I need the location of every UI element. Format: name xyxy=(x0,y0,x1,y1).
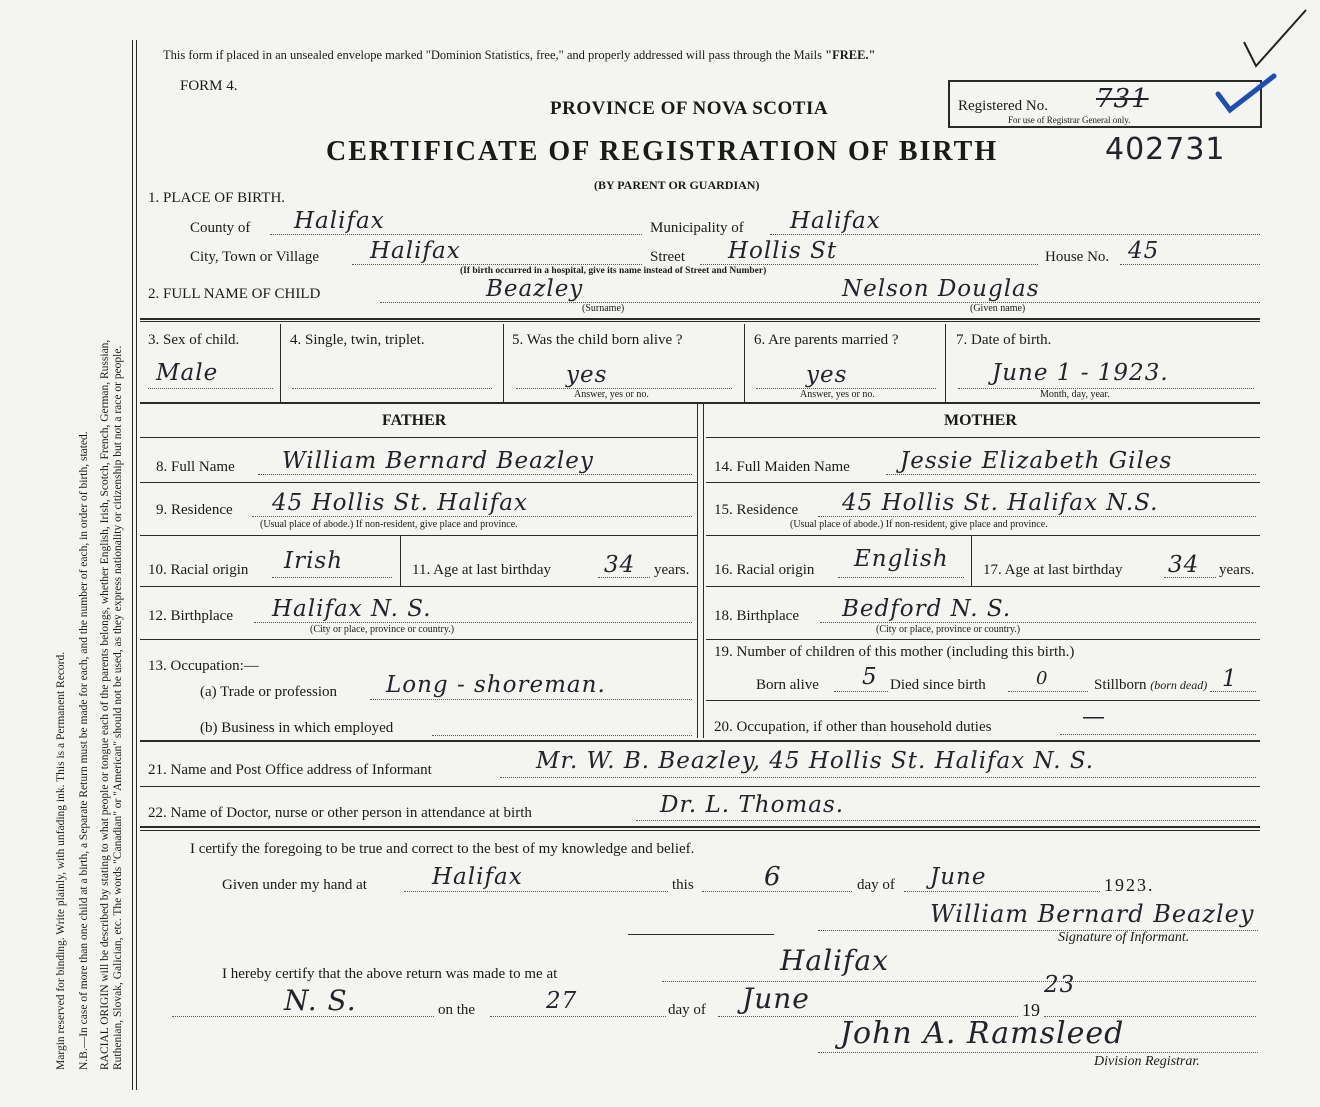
municipality-value: Halifax xyxy=(790,208,881,234)
province-heading: PROVINCE OF NOVA SCOTIA xyxy=(550,98,829,119)
father-birthplace-note: (City or place, province or country.) xyxy=(310,624,455,635)
informant-label: 21. Name and Post Office address of Informant xyxy=(148,762,432,778)
street-label: Street xyxy=(650,249,685,265)
mother-racial-origin-value: English xyxy=(854,546,949,572)
divider xyxy=(945,324,946,402)
father-age-value: 34 xyxy=(604,552,636,578)
street-value: Hollis St xyxy=(728,238,838,264)
parents-married-note: Answer, yes or no. xyxy=(800,389,875,400)
month-value: June xyxy=(930,864,987,890)
day-of-line xyxy=(904,891,1100,892)
stillborn-label xyxy=(1094,677,1207,694)
multiple-birth-line xyxy=(292,388,492,389)
mother-racial-origin-line xyxy=(838,577,964,578)
born-alive-count-label: Born alive xyxy=(756,677,819,693)
mother-residence-value: 45 Hollis St. Halifax N.S. xyxy=(842,490,1159,516)
father-birthplace-value: Halifax N. S. xyxy=(272,596,432,622)
margin-multiple-births-note: N.B.—In case of more than one child at a birth, a Separate Return must be made for each, and the number of each, in order of birth, stated. xyxy=(78,431,90,1070)
mother-birthplace-label: 18. Birthplace xyxy=(714,608,799,624)
divider xyxy=(280,324,281,402)
registrar-place-value: Halifax xyxy=(780,944,889,977)
signature-label: Signature of Informant. xyxy=(1058,930,1190,945)
father-heading: FATHER xyxy=(382,412,447,429)
on-the-value: 27 xyxy=(546,988,578,1014)
rule xyxy=(140,639,697,640)
mother-age-label: 17. Age at last birthday xyxy=(983,562,1123,578)
registered-label: Registered No. xyxy=(958,98,1048,114)
certify-statement: I certify the foregoing to be true and correct to the best of my knowledge and belief. xyxy=(190,841,695,857)
year-prefix: 19 xyxy=(1022,1000,1040,1020)
pencil-check-mark-icon xyxy=(1240,6,1310,76)
given-name-note: (Given name) xyxy=(970,303,1026,314)
this-value: 6 xyxy=(764,862,782,892)
on-the-label: on the xyxy=(438,1002,476,1018)
mother-birthplace-value: Bedford N. S. xyxy=(842,596,1012,622)
parents-married-label: 6. Are parents married ? xyxy=(754,332,899,348)
born-alive-count-line xyxy=(834,691,888,692)
father-age-unit: years. xyxy=(654,562,690,578)
registrar-signature-line xyxy=(818,1052,1258,1053)
registrar-label: Division Registrar. xyxy=(1094,1054,1200,1069)
on-the-line xyxy=(490,1016,666,1017)
father-trade-value: Long - shoreman. xyxy=(386,672,606,698)
sex-line xyxy=(148,388,273,389)
rule xyxy=(140,437,697,438)
child-name-line xyxy=(380,302,1260,303)
rule xyxy=(140,830,1260,831)
city-line xyxy=(352,264,642,265)
father-trade-label: (a) Trade or profession xyxy=(200,684,338,700)
house-number-label: House No. xyxy=(1045,249,1110,265)
rule xyxy=(140,318,1260,320)
child-surname-value: Beazley xyxy=(486,276,584,302)
date-of-birth-value: June 1 - 1923. xyxy=(992,360,1169,386)
born-alive-note: Answer, yes or no. xyxy=(574,389,649,400)
day-of-label-2: day of xyxy=(668,1002,706,1018)
sex-label: 3. Sex of child. xyxy=(148,332,240,348)
surname-note: (Surname) xyxy=(582,303,625,314)
registered-note: For use of Registrar General only. xyxy=(1008,115,1131,125)
stillborn-text: Stillborn xyxy=(1094,677,1147,693)
born-alive-label: 5. Was the child born alive ? xyxy=(512,332,683,348)
year-value: 1923. xyxy=(1104,875,1155,895)
registrar-signature: John A. Ramsleed xyxy=(840,1016,1125,1051)
form-number: FORM 4. xyxy=(180,78,238,94)
rule xyxy=(140,535,697,536)
stillborn-value: 1 xyxy=(1222,666,1238,692)
rule xyxy=(140,740,1260,742)
house-number-value: 45 xyxy=(1128,238,1160,264)
mail-note: This form if placed in an unsealed envelope marked "Dominion Statistics, free," and properly addressed will pass through the Mails "FREE." xyxy=(163,48,876,62)
father-age-label: 11. Age at last birthday xyxy=(412,562,551,578)
registered-value: 731 xyxy=(1096,84,1149,114)
rule xyxy=(140,586,697,587)
stillborn-note: (born dead) xyxy=(1150,678,1208,692)
born-alive-count-value: 5 xyxy=(862,664,878,690)
mother-birthplace-note: (City or place, province or country.) xyxy=(876,624,1021,635)
municipality-label: Municipality of xyxy=(650,220,744,236)
margin-racial-origin-note: RACIAL ORIGIN will be described by stating to what people or tongue each of the parents belongs, whether English, Irish, Scotch, French, German, Russian, xyxy=(99,339,111,1070)
informant-value: Mr. W. B. Beazley, 45 Hollis St. Halifax N. S. xyxy=(536,748,1095,774)
parents-divider-2 xyxy=(703,404,704,738)
mother-birthplace-line xyxy=(820,622,1256,623)
mother-age-unit: years. xyxy=(1219,562,1255,578)
city-value: Halifax xyxy=(370,238,461,264)
certificate-number: 402731 xyxy=(1105,132,1226,167)
street-line xyxy=(700,264,1038,265)
rule xyxy=(140,826,1260,828)
given-at-value: Halifax xyxy=(432,864,523,890)
informant-line xyxy=(500,777,1256,778)
mother-heading: MOTHER xyxy=(944,412,1017,429)
year-value-2: 23 xyxy=(1044,972,1076,998)
rule xyxy=(706,639,1260,640)
child-given-name-value: Nelson Douglas xyxy=(842,276,1040,302)
rule xyxy=(140,402,1260,404)
father-trade-line xyxy=(370,699,692,700)
died-since-birth-value: 0 xyxy=(1036,668,1049,689)
rule xyxy=(140,786,1260,787)
father-residence-label: 9. Residence xyxy=(156,502,233,518)
given-at-line xyxy=(404,891,668,892)
father-business-line xyxy=(432,735,692,736)
parents-divider xyxy=(697,404,698,738)
born-alive-value: yes xyxy=(566,362,608,388)
informant-signature: William Bernard Beazley xyxy=(930,900,1255,928)
died-since-birth-line xyxy=(1008,691,1088,692)
father-residence-line xyxy=(252,516,692,517)
registrar-province-value: N. S. xyxy=(284,984,357,1017)
doctor-label: 22. Name of Doctor, nurse or other person in attendance at birth xyxy=(148,805,532,821)
mother-name-label: 14. Full Maiden Name xyxy=(714,459,850,475)
county-line xyxy=(270,234,642,235)
died-since-birth-label: Died since birth xyxy=(890,677,986,693)
margin-rule-2 xyxy=(136,40,137,1090)
father-business-label: (b) Business in which employed xyxy=(200,720,394,736)
father-racial-origin-line xyxy=(272,577,392,578)
father-birthplace-line xyxy=(254,622,692,623)
mother-occupation-label: 20. Occupation, if other than household duties xyxy=(714,719,992,735)
divider xyxy=(400,536,401,586)
given-at-label: Given under my hand at xyxy=(222,877,367,893)
father-residence-note: (Usual place of abode.) If non-resident, give place and province. xyxy=(260,519,518,530)
mother-name-value: Jessie Elizabeth Giles xyxy=(900,448,1173,474)
rule xyxy=(706,437,1260,438)
doctor-line xyxy=(636,820,1256,821)
sex-value: Male xyxy=(156,360,219,386)
mother-occupation-line xyxy=(1060,734,1256,735)
county-value: Halifax xyxy=(294,208,385,234)
divider xyxy=(744,324,745,402)
margin-binding-note: Margin reserved for binding. Write plainly, with unfading ink. This is a Permanent Record. xyxy=(55,651,67,1070)
father-name-line xyxy=(258,474,692,475)
margin-rule xyxy=(132,40,133,1090)
short-rule xyxy=(628,934,774,935)
mother-occupation-value: — xyxy=(1082,704,1106,730)
divider xyxy=(503,324,504,402)
place-of-birth-heading: 1. PLACE OF BIRTH. xyxy=(148,190,286,206)
rule xyxy=(706,700,1260,701)
house-number-line xyxy=(1120,264,1260,265)
child-name-label: 2. FULL NAME OF CHILD xyxy=(148,286,321,302)
check-mark-icon xyxy=(1212,70,1282,120)
day-of-label: day of xyxy=(857,877,895,893)
city-label: City, Town or Village xyxy=(190,249,320,265)
county-label: County of xyxy=(190,220,251,236)
multiple-birth-label: 4. Single, twin, triplet. xyxy=(290,332,425,348)
mother-children-label: 19. Number of children of this mother (including this birth.) xyxy=(714,644,1075,660)
doctor-value: Dr. L. Thomas. xyxy=(660,792,845,818)
father-name-value: William Bernard Beazley xyxy=(282,448,594,474)
mother-residence-note: (Usual place of abode.) If non-resident, give place and province. xyxy=(790,519,1048,530)
father-name-label: 8. Full Name xyxy=(156,459,235,475)
mother-age-value: 34 xyxy=(1168,552,1200,578)
certificate-title: CERTIFICATE OF REGISTRATION OF BIRTH xyxy=(326,136,999,167)
mother-residence-label: 15. Residence xyxy=(714,502,799,518)
rule xyxy=(140,482,697,483)
father-birthplace-label: 12. Birthplace xyxy=(148,608,233,624)
hospital-note: (If birth occurred in a hospital, give its name instead of Street and Number) xyxy=(460,266,767,276)
divider xyxy=(971,536,972,586)
father-racial-origin-label: 10. Racial origin xyxy=(148,562,249,578)
rule xyxy=(706,586,1260,587)
rule xyxy=(706,482,1260,483)
mother-residence-line xyxy=(818,516,1256,517)
municipality-line xyxy=(770,234,1260,235)
mother-name-line xyxy=(886,474,1256,475)
registrar-statement: I hereby certify that the above return was made to me at xyxy=(222,966,558,982)
signature-line xyxy=(818,930,1258,931)
father-occupation-label: 13. Occupation:— xyxy=(148,658,259,674)
parents-married-value: yes xyxy=(806,362,848,388)
date-of-birth-label: 7. Date of birth. xyxy=(956,332,1052,348)
month-value-2: June xyxy=(742,982,810,1015)
mother-racial-origin-label: 16. Racial origin xyxy=(714,562,815,578)
date-of-birth-note: Month, day, year. xyxy=(1040,389,1110,400)
rule xyxy=(140,321,1260,322)
this-label: this xyxy=(672,877,694,893)
father-racial-origin-value: Irish xyxy=(284,548,344,574)
father-residence-value: 45 Hollis St. Halifax xyxy=(272,490,528,516)
certificate-subtitle: (BY PARENT OR GUARDIAN) xyxy=(594,178,760,192)
margin-racial-origin-note-2: Ruthenian, Slovak, Galician, etc. The words "Canadian" or "American" should not be used, as they express nationality or citizenship but not a race or people. xyxy=(112,345,124,1070)
rule xyxy=(706,535,1260,536)
